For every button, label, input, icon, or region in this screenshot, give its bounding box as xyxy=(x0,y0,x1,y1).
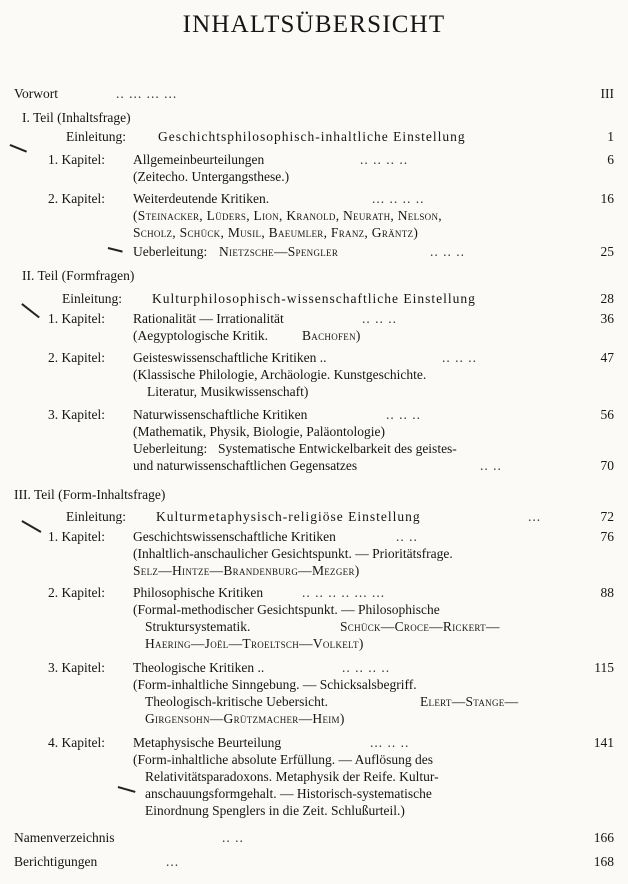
toc-entry-subtitle xyxy=(0,710,628,727)
entry-title: Nietzsche—Spengler xyxy=(219,244,339,259)
page-number: 1 xyxy=(607,129,614,144)
entry-label: 3. Kapitel: xyxy=(48,660,105,675)
toc-entry-teil1-einleitung xyxy=(0,128,628,145)
page-number: 6 xyxy=(607,152,614,167)
page-number: 47 xyxy=(600,350,614,365)
toc-entry-subtitle xyxy=(0,785,628,802)
page-number: 141 xyxy=(593,735,614,750)
entry-title: Philosophische Kritiken xyxy=(133,585,264,600)
entry-subtitle: (Aegyptologische Kritik. xyxy=(133,328,268,343)
entry-title: Weiterdeutende Kritiken. xyxy=(133,191,270,206)
part-heading-label: II. Teil (Formfragen) xyxy=(22,268,135,283)
toc-entry-teil1-ueberleitung xyxy=(0,243,628,260)
toc-entry-teil2-kapitel2 xyxy=(0,349,628,366)
leader-dots: ... .. .. .. xyxy=(372,191,425,206)
entry-title: und naturwissenschaftlichen Gegensatzes xyxy=(133,458,358,473)
page-number: 25 xyxy=(600,244,614,259)
entry-subtitle: (Steinacker, Lüders, Lion, Kranold, Neurath, Nelson, xyxy=(133,208,442,223)
leader-dots: .. .. xyxy=(480,458,502,473)
entry-title: Rationalität — Irrationalität xyxy=(133,311,284,326)
toc-entry-namenverzeichnis xyxy=(0,829,628,846)
entry-subtitle: Struktursystematik. xyxy=(145,619,251,634)
toc-entry-subtitle xyxy=(0,802,628,819)
page-number: 36 xyxy=(600,311,614,326)
toc-entry-subtitle xyxy=(0,168,628,185)
page-number: 115 xyxy=(594,660,614,675)
entry-title: Metaphysische Beurteilung xyxy=(133,735,282,750)
entry-label: Namenverzeichnis xyxy=(14,830,115,845)
entry-label: 1. Kapitel: xyxy=(48,529,105,544)
toc-entry-subtitle xyxy=(0,751,628,768)
leader-dots: .. .. .. .. xyxy=(360,152,409,167)
entry-subtitle-names: Selz—Hintze—Brandenburg—Mezger) xyxy=(133,563,360,578)
entry-subtitle: Scholz, Schück, Musil, Baeumler, Franz, Gräntz) xyxy=(133,225,419,240)
toc-entry-subtitle xyxy=(0,601,628,618)
toc-entry-teil2-einleitung xyxy=(0,290,628,307)
entry-title: Kulturmetaphysisch-religiöse Einstellung xyxy=(156,509,421,524)
part-heading-label: I. Teil (Inhaltsfrage) xyxy=(22,110,131,125)
toc-entry-teil3-kapitel2 xyxy=(0,584,628,601)
toc-entry-teil2-kapitel1 xyxy=(0,310,628,327)
page-number: 28 xyxy=(600,291,614,306)
entry-subtitle-names: Haering—Joël—Troeltsch—Volkelt) xyxy=(145,636,364,651)
page-number: 168 xyxy=(593,854,614,869)
entry-subtitle: Theologisch-kritische Uebersicht. xyxy=(145,694,328,709)
entry-title: Kulturphilosophisch-wissenschaftliche Einstellung xyxy=(152,291,476,306)
part-heading-label: III. Teil (Form-Inhaltsfrage) xyxy=(14,487,166,502)
entry-title: Allgemeinbeurteilungen xyxy=(133,152,265,167)
entry-title: Geisteswissenschaftliche Kritiken .. xyxy=(133,350,327,365)
page-number: 166 xyxy=(593,830,614,845)
page-number: 16 xyxy=(600,191,614,206)
entry-subtitle-names: Schück—Croce—Rickert— xyxy=(340,619,500,634)
toc-entry-subtitle xyxy=(0,635,628,652)
toc-entry-teil1-kapitel2 xyxy=(0,190,628,207)
entry-title: Systematische Entwickelbarkeit des geistes- xyxy=(218,441,457,456)
leader-dots: .. .. .. xyxy=(362,311,397,326)
entry-label: 4. Kapitel: xyxy=(48,735,105,750)
toc-entry-subtitle xyxy=(0,768,628,785)
part-heading-1 xyxy=(0,109,628,126)
toc-entry-subtitle xyxy=(0,618,628,635)
leader-dots: .. .. .. .. ... ... xyxy=(302,585,386,600)
entry-label: Einleitung: xyxy=(62,291,122,306)
leader-dots: .. .. xyxy=(396,529,418,544)
part-heading-3 xyxy=(0,486,628,503)
entry-title: Geschichtswissenschaftliche Kritiken xyxy=(133,529,336,544)
toc-entry-subtitle xyxy=(0,676,628,693)
page-number: 88 xyxy=(600,585,614,600)
entry-label: 1. Kapitel: xyxy=(48,152,105,167)
toc-entry-berichtigungen xyxy=(0,853,628,870)
entry-title: Theologische Kritiken .. xyxy=(133,660,265,675)
leader-dots: ... xyxy=(528,509,542,524)
toc-entry-subtitle xyxy=(0,207,628,224)
entry-subtitle-names: Elert—Stange— xyxy=(420,694,519,709)
entry-subtitle: Einordnung Spenglers in die Zeit. Schlußurteil.) xyxy=(145,803,405,818)
entry-label: 2. Kapitel: xyxy=(48,585,105,600)
entry-title: Naturwissenschaftliche Kritiken xyxy=(133,407,308,422)
part-heading-2 xyxy=(0,267,628,284)
entry-subtitle: Relativitätsparadoxons. Metaphysik der Reife. Kultur- xyxy=(145,769,439,784)
toc-entry-subtitle xyxy=(0,693,628,710)
leader-dots: ... .. .. xyxy=(370,735,410,750)
toc-entry-subtitle xyxy=(0,366,628,383)
entry-label: Vorwort xyxy=(14,86,59,101)
toc-entry-teil3-kapitel1 xyxy=(0,528,628,545)
leader-dots: .. ... ... ... xyxy=(116,86,178,101)
toc-entry-teil3-kapitel3 xyxy=(0,659,628,676)
toc-entry-teil2-ueberleitung xyxy=(0,440,628,457)
entry-subtitle: (Form-inhaltliche Sinngebung. — Schicksalsbegriff. xyxy=(133,677,417,692)
leader-dots: .. .. .. xyxy=(442,350,477,365)
leader-dots: .. .. xyxy=(222,830,244,845)
page-number: III xyxy=(600,86,614,101)
entry-label: Ueberleitung: xyxy=(133,441,208,456)
entry-label: Berichtigungen xyxy=(14,854,98,869)
page-number: 56 xyxy=(600,407,614,422)
page-title: INHALTSÜBERSICHT xyxy=(182,11,446,38)
toc-entry-subtitle xyxy=(0,224,628,241)
entry-subtitle: (Form-inhaltliche absolute Erfüllung. — Auflösung des xyxy=(133,752,433,767)
entry-subtitle: (Zeitecho. Untergangsthese.) xyxy=(133,169,290,184)
toc-entry-teil3-einleitung xyxy=(0,508,628,525)
entry-subtitle: anschauungsformgehalt. — Historisch-systematische xyxy=(145,786,432,801)
toc-entry-vorwort xyxy=(0,85,628,102)
toc-entry-subtitle xyxy=(0,545,628,562)
entry-label: 3. Kapitel: xyxy=(48,407,105,422)
toc-entry-subtitle xyxy=(0,327,628,344)
entry-subtitle-names: Bachofen) xyxy=(302,328,361,343)
entry-subtitle-names: Girgensohn—Grützmacher—Heim) xyxy=(145,711,345,726)
entry-subtitle: (Klassische Philologie, Archäologie. Kunstgeschichte. xyxy=(133,367,427,382)
toc-entry-subtitle xyxy=(0,562,628,579)
page-number: 76 xyxy=(600,529,614,544)
toc-entry-continuation xyxy=(0,457,628,474)
leader-dots: .. .. .. xyxy=(386,407,421,422)
entry-label: 2. Kapitel: xyxy=(48,191,105,206)
entry-label: Ueberleitung: xyxy=(133,244,208,259)
leader-dots: .. .. .. xyxy=(430,244,465,259)
entry-label: Einleitung: xyxy=(66,129,126,144)
entry-subtitle: (Mathematik, Physik, Biologie, Paläontologie) xyxy=(133,424,385,439)
toc-entry-teil2-kapitel3 xyxy=(0,406,628,423)
toc-entry-subtitle xyxy=(0,423,628,440)
page-number: 70 xyxy=(600,458,614,473)
page-number: 72 xyxy=(600,509,614,524)
entry-label: 1. Kapitel: xyxy=(48,311,105,326)
leader-dots: ... xyxy=(166,854,180,869)
entry-title: Geschichtsphilosophisch-inhaltliche Einstellung xyxy=(158,129,466,144)
entry-subtitle: (Formal-methodischer Gesichtspunkt. — Philosophische xyxy=(133,602,440,617)
toc-entry-subtitle xyxy=(0,383,628,400)
entry-subtitle: Literatur, Musikwissenschaft) xyxy=(147,384,309,399)
entry-label: Einleitung: xyxy=(66,509,126,524)
toc-entry-teil1-kapitel1 xyxy=(0,151,628,168)
entry-subtitle: (Inhaltlich-anschaulicher Gesichtspunkt. — Prioritätsfrage. xyxy=(133,546,453,561)
toc-entry-teil3-kapitel4 xyxy=(0,734,628,751)
entry-label: 2. Kapitel: xyxy=(48,350,105,365)
leader-dots: .. .. .. .. xyxy=(342,660,391,675)
